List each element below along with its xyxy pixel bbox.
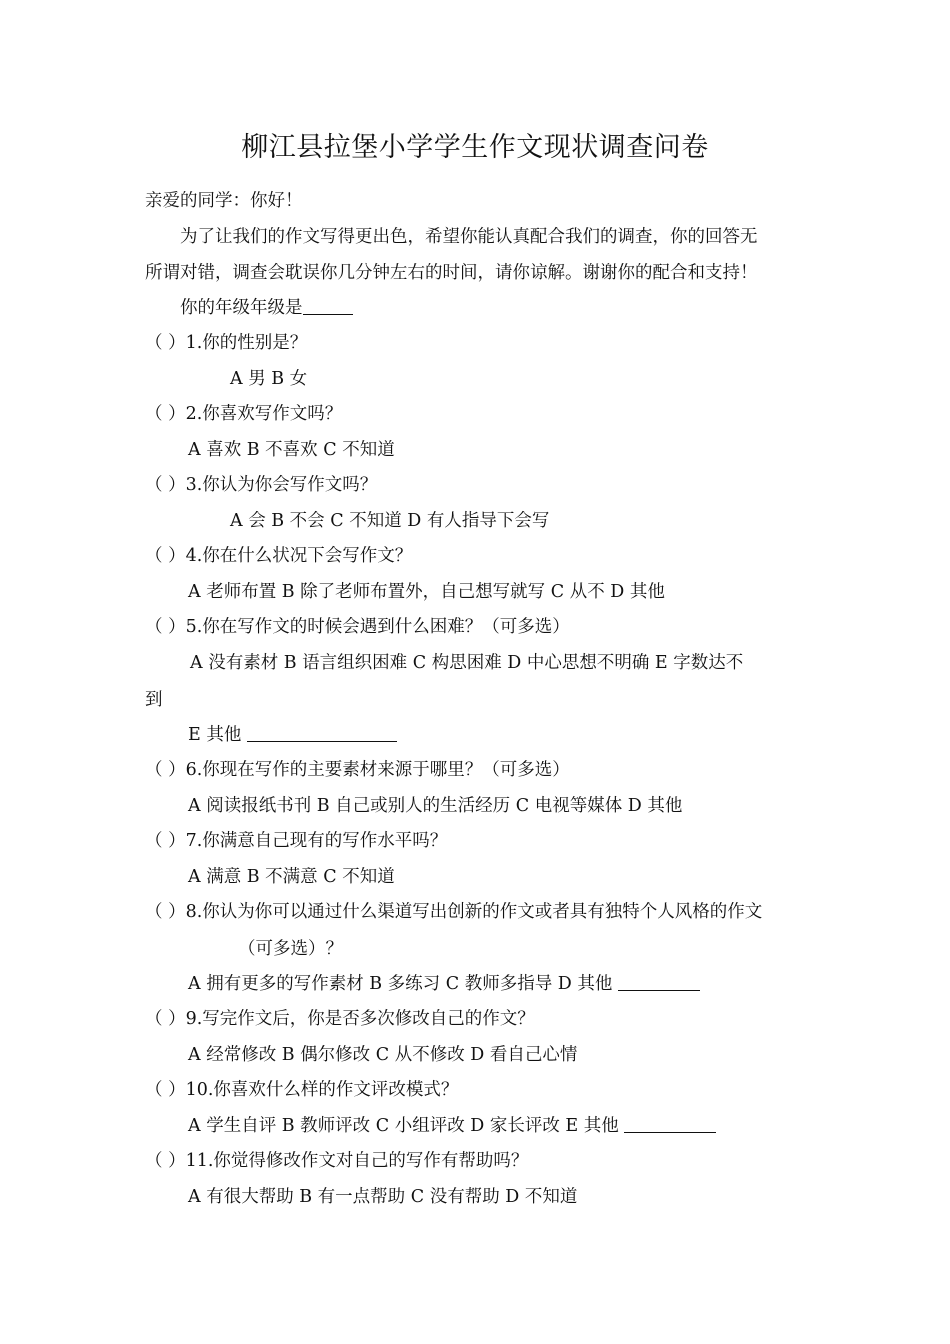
q2-options: A 喜欢 B 不喜欢 C 不知道 (188, 440, 395, 460)
q9-options: A 经常修改 B 偶尔修改 C 从不修改 D 看自己心情 (188, 1045, 578, 1065)
q10-question: （ ）10.你喜欢什么样的作文评改模式？ (145, 1080, 459, 1100)
q5-options-line-3 (188, 722, 397, 748)
q7-options: A 满意 B 不满意 C 不知道 (188, 867, 395, 887)
q10-options-line (188, 1113, 716, 1139)
q5-other-label: E 其他 (188, 725, 242, 745)
q11-question: （ ）11.你觉得修改作文对自己的写作有帮助吗？ (145, 1151, 529, 1171)
q2-question: （ ）2.你喜欢写作文吗？ (145, 404, 343, 424)
document-title: 柳江县拉堡小学学生作文现状调查问卷 (241, 132, 709, 163)
q5-options-line-1: A 没有素材 B 语言组织困难 C 构思困难 D 中心思想不明确 E 字数达不 (190, 653, 744, 673)
grade-line (180, 295, 353, 321)
q4-options: A 老师布置 B 除了老师布置外，自己想写就写 C 从不 D 其他 (188, 582, 665, 602)
q1-options: A 男 B 女 (230, 369, 308, 389)
q11-options: A 有很大帮助 B 有一点帮助 C 没有帮助 D 不知道 (188, 1187, 578, 1207)
q8-options: A 拥有更多的写作素材 B 多练习 C 教师多指导 D 其他 (188, 974, 613, 994)
q5-question: （ ）5.你在写作文的时候会遇到什么困难？（可多选） (145, 617, 570, 637)
q10-other-blank[interactable] (624, 1115, 716, 1133)
grade-blank[interactable] (303, 297, 353, 315)
intro-line-1: 为了让我们的作文写得更出色，希望你能认真配合我们的调查，你的回答无 (180, 227, 758, 247)
q8-other-blank[interactable] (618, 973, 700, 991)
q5-options-line-2: 到 (145, 690, 163, 710)
greeting: 亲爱的同学：你好！ (145, 191, 303, 211)
q6-options: A 阅读报纸书刊 B 自己或别人的生活经历 C 电视等媒体 D 其他 (188, 796, 683, 816)
q1-question: （ ）1.你的性别是？ (145, 333, 308, 353)
q10-options: A 学生自评 B 教师评改 C 小组评改 D 家长评改 E 其他 (188, 1116, 619, 1136)
q8-question-line-1: （ ）8.你认为你可以通过什么渠道写出创新的作文或者具有独特个人风格的作文 (145, 902, 763, 922)
q5-other-blank[interactable] (247, 724, 397, 742)
grade-prompt: 你的年级年级是 (180, 298, 303, 318)
q3-options: A 会 B 不会 C 不知道 D 有人指导下会写 (230, 511, 550, 531)
q9-question: （ ）9.写完作文后，你是否多次修改自己的作文？ (145, 1009, 535, 1029)
intro-line-2: 所谓对错，调查会耽误你几分钟左右的时间，请你谅解。谢谢你的配合和支持！ (145, 263, 758, 283)
q3-question: （ ）3.你认为你会写作文吗？ (145, 475, 378, 495)
q7-question: （ ）7.你满意自己现有的写作水平吗？ (145, 831, 448, 851)
q6-question: （ ）6.你现在写作的主要素材来源于哪里？（可多选） (145, 760, 570, 780)
q8-question-line-2: （可多选）？ (238, 939, 343, 959)
q4-question: （ ）4.你在什么状况下会写作文？ (145, 546, 413, 566)
q8-options-line (188, 971, 700, 997)
